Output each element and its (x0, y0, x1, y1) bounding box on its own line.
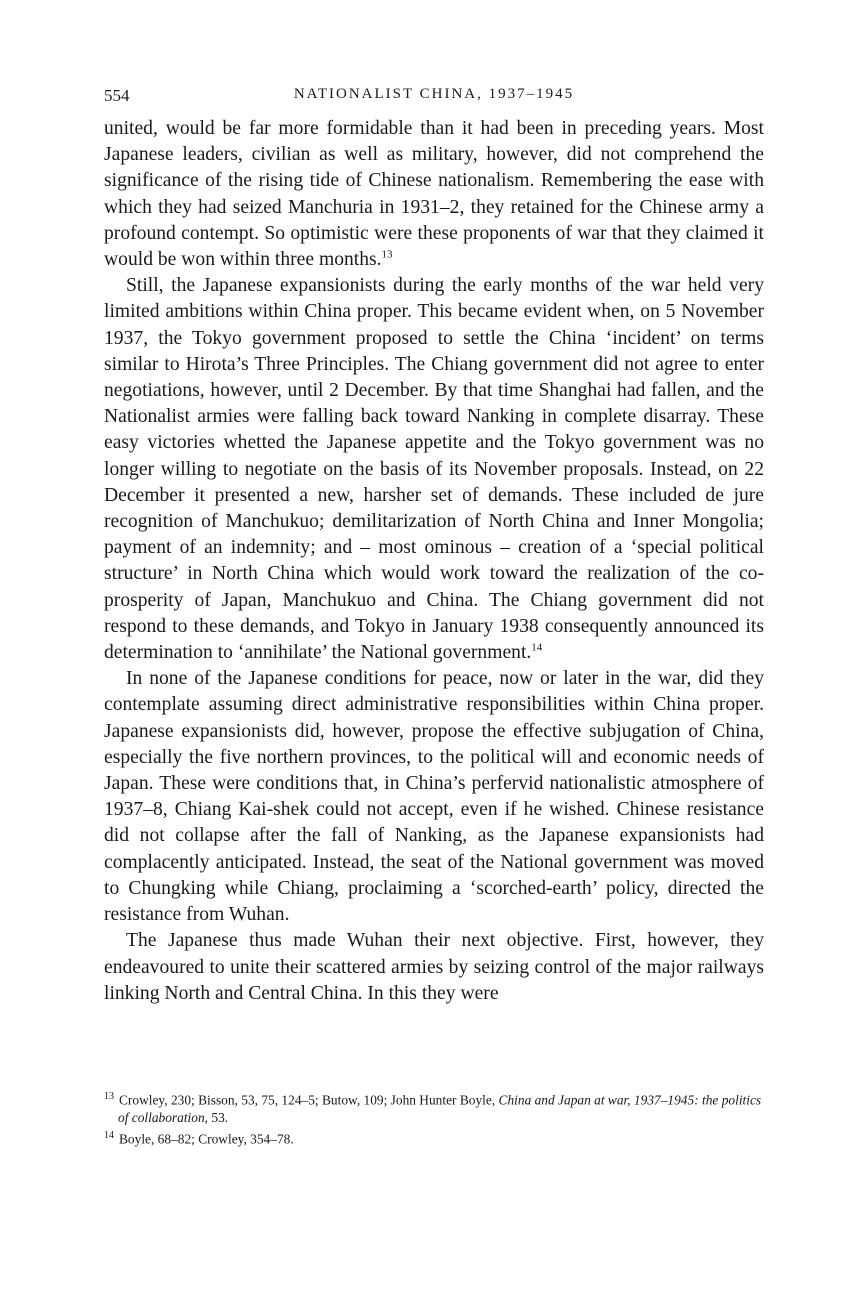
paragraph-1-text: united, would be far more formidable than it had been in preceding years. Most Japanese leaders, civilian as well as military, however, did not comprehend the significance of the rising tide of Chinese nationalism. Remembering the ease with which they had seized Manchuria in 1931–2, they retained for the Chinese army a profound contempt. So optimistic were these proponents of war that they claimed it would be won within three months. (104, 118, 764, 271)
running-title: NATIONALIST CHINA, 1937–1945 (293, 86, 575, 102)
running-head (104, 86, 764, 112)
footnote-text: Boyle, 68–82; Crowley, 354–78. (119, 1131, 294, 1147)
footnote-text: Crowley, 230; Bisson, 53, 75, 124–5; Butow, 109; John Hunter Boyle, (119, 1092, 499, 1108)
paragraph-2-text: Still, the Japanese expansionists during the early months of the war held very limited ambitions within China proper. This became evident when, on 5 November 1937, the Tokyo government proposed to settle the China ‘incident’ on terms similar to Hirota’s Three Principles. The Chiang government did not agree to enter negotiations, however, until 2 December. By that time Shanghai had fallen, and the Nationalist armies were falling back toward Nanking in complete disarray. These easy victories whetted the Japanese appetite and the Tokyo government was no longer willing to negotiate on the basis of its November proposals. Instead, on 22 December it presented a new, harsher set of demands. These included de jure recognition of Manchukuo; demilitarization of North China and Inner Mongolia; payment of an indemnity; and – most ominous – creation of a ‘special political structure’ in North China which would work toward the realization of the co-prosperity of Japan, Manchukuo and China. The Chiang government did not respond to these demands, and Tokyo in January 1938 consequently announced its determination to ‘annihilate’ the National government. (104, 275, 764, 664)
page-number: 554 (104, 86, 130, 105)
footnote-13 (104, 1088, 764, 1127)
footnote-mark: 14 (104, 1130, 114, 1142)
paragraph-1 (104, 116, 764, 273)
footnote-mark: 13 (104, 1091, 114, 1102)
paragraph-3: In none of the Japanese conditions for peace, now or later in the war, did they contemplate assuming direct administrative responsibilities within China proper. Japanese expansionists did, however, propose the effective subjugation of China, especially the five northern provinces, to the political will and economic needs of Japan. These were conditions that, in China’s perfervid nationalistic atmosphere of 1937–8, Chiang Kai-shek could not accept, even if he wished. Chinese resistance did not collapse after the fall of Nanking, as the Japanese expansionists had complacently anticipated. Instead, the seat of the National government was moved to Chungking while Chiang, proclaiming a ‘scorched-earth’ policy, directed the resistance from Wuhan. (104, 668, 764, 926)
footnote-14 (104, 1127, 764, 1148)
footnote-ref-13: 13 (381, 248, 393, 261)
paragraph-4: The Japanese thus made Wuhan their next objective. First, however, they endeavoured to unite their scattered armies by seizing control of the major railways linking North and Central China. In this they were (104, 930, 764, 1004)
footnote-text-end: , 53. (204, 1110, 229, 1126)
footnotes (104, 1088, 764, 1149)
book-page (104, 86, 764, 1147)
footnote-ref-14: 14 (531, 641, 543, 654)
paragraph-2 (104, 273, 764, 666)
footnote-book-title: China and Japan at war, 1937–1945: the politics of collaboration (118, 1092, 762, 1126)
